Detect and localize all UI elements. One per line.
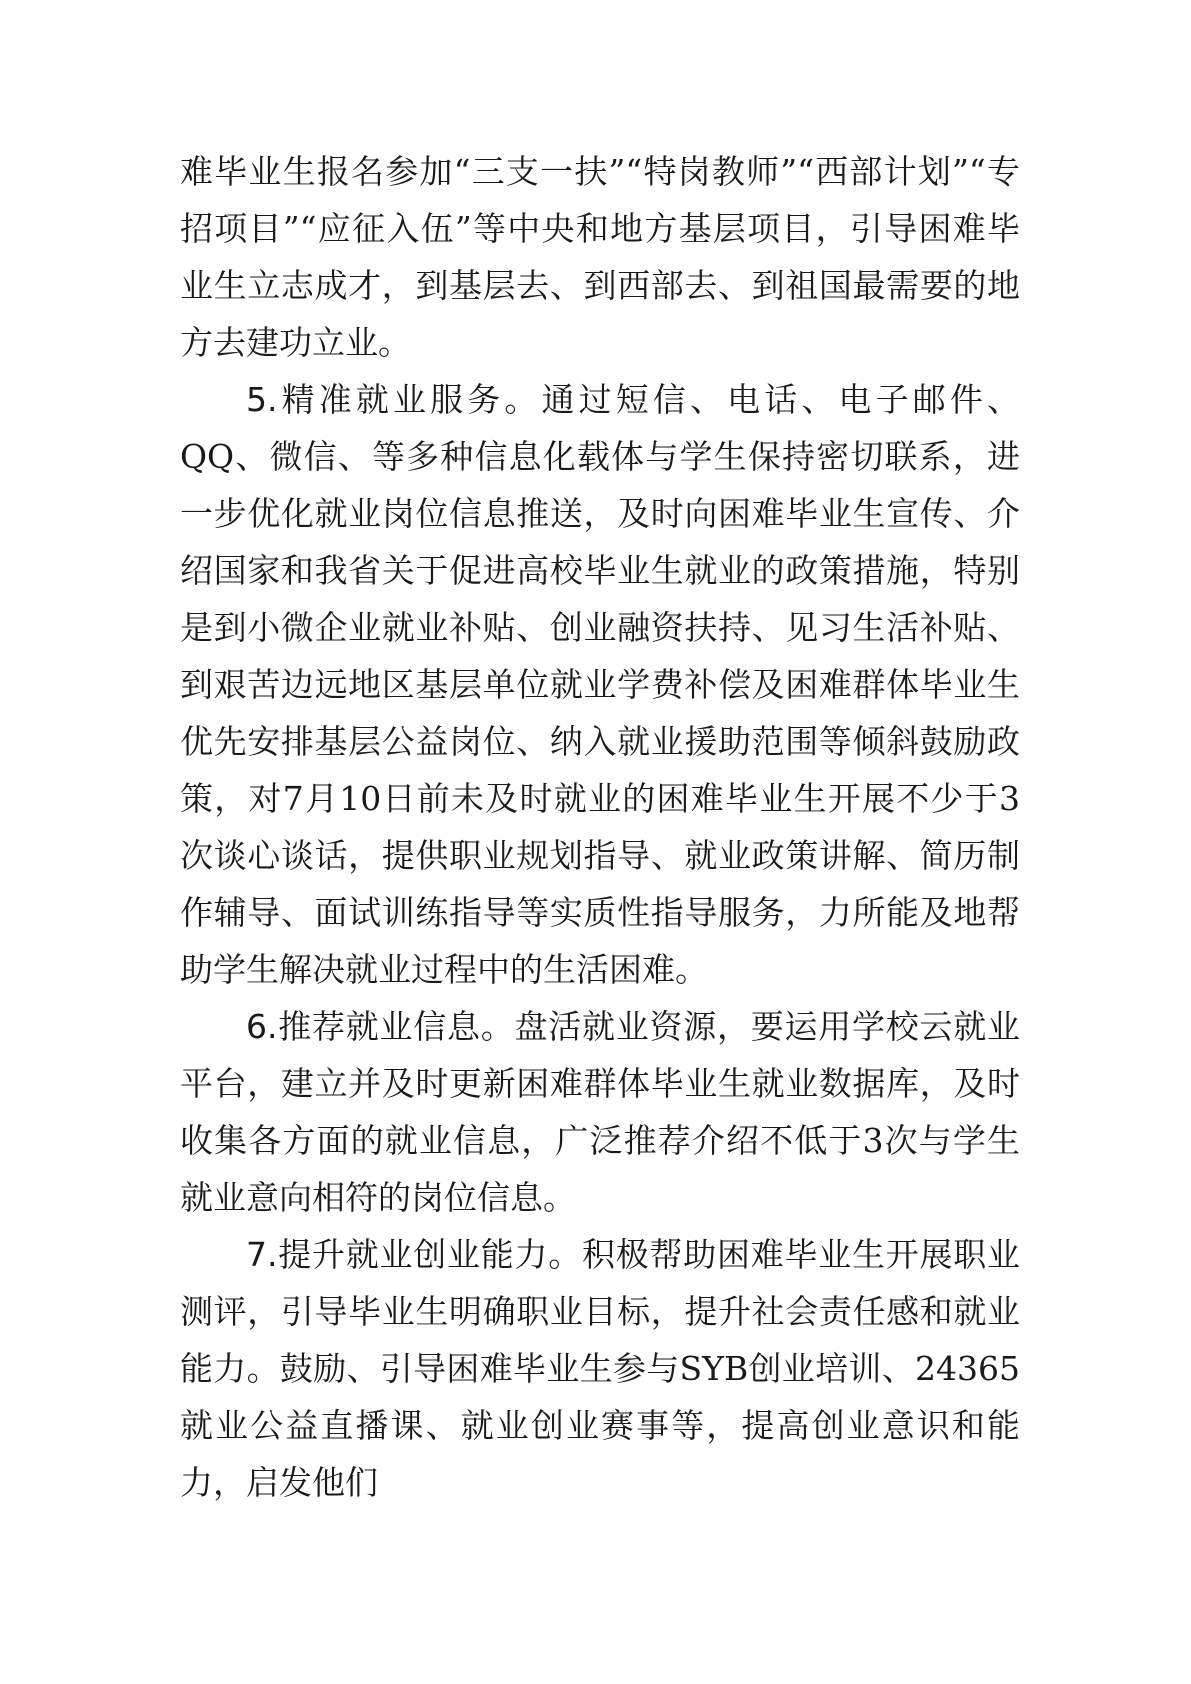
- paragraph-continuation: [180, 143, 1020, 371]
- paragraph-text: 通过短信、电话、电子邮件、QQ、微信、等多种信息化载体与学生保持密切联系，进一步优化就业岗位信息推送，及时向困难毕业生宣传、介绍国家和我省关于促进高校毕业生就业的政策措施，特别是到小微企业就业补贴、创业融资扶持、见习生活补贴、到艰苦边远地区基层单位就业学费补偿及困难群体毕业生优先安排基层公益岗位、纳入就业援助范围等倾斜鼓励政策，对7月10日前未及时就业的困难毕业生开展不少于3次谈心谈话，提供职业规划指导、就业政策讲解、简历制作辅导、面试训练指导等实质性指导服务，力所能及地帮助学生解决就业过程中的生活困难。: [180, 380, 1020, 989]
- paragraph-heading: 6.推荐就业信息。: [246, 1007, 515, 1046]
- paragraph-text: 盘活就业资源，要运用学校云就业平台，建立并及时更新困难群体毕业生就业数据库，及时收集各方面的就业信息，广泛推荐介绍不低于3次与学生就业意向相符的岗位信息。: [180, 1007, 1020, 1217]
- paragraph-precise-employment-service: [180, 371, 1020, 998]
- paragraph-improve-entrepreneurship-ability: [180, 1226, 1020, 1511]
- document-body: [180, 143, 1020, 1511]
- paragraph-text: 难毕业生报名参加“三支一扶”“特岗教师”“西部计划”“专招项目”“应征入伍”等中央和地方基层项目，引导困难毕业生立志成才，到基层去、到西部去、到祖国最需要的地方去建功立业。: [180, 152, 1020, 362]
- paragraph-heading: 5.精准就业服务。: [246, 380, 542, 419]
- paragraph-recommend-employment-info: [180, 998, 1020, 1226]
- paragraph-heading: 7.提升就业创业能力。: [246, 1235, 582, 1274]
- paragraph-text: 积极帮助困难毕业生开展职业测评，引导毕业生明确职业目标，提升社会责任感和就业能力。鼓励、引导困难毕业生参与SYB创业培训、24365就业公益直播课、就业创业赛事等，提高创业意识和能力，启发他们: [180, 1235, 1020, 1502]
